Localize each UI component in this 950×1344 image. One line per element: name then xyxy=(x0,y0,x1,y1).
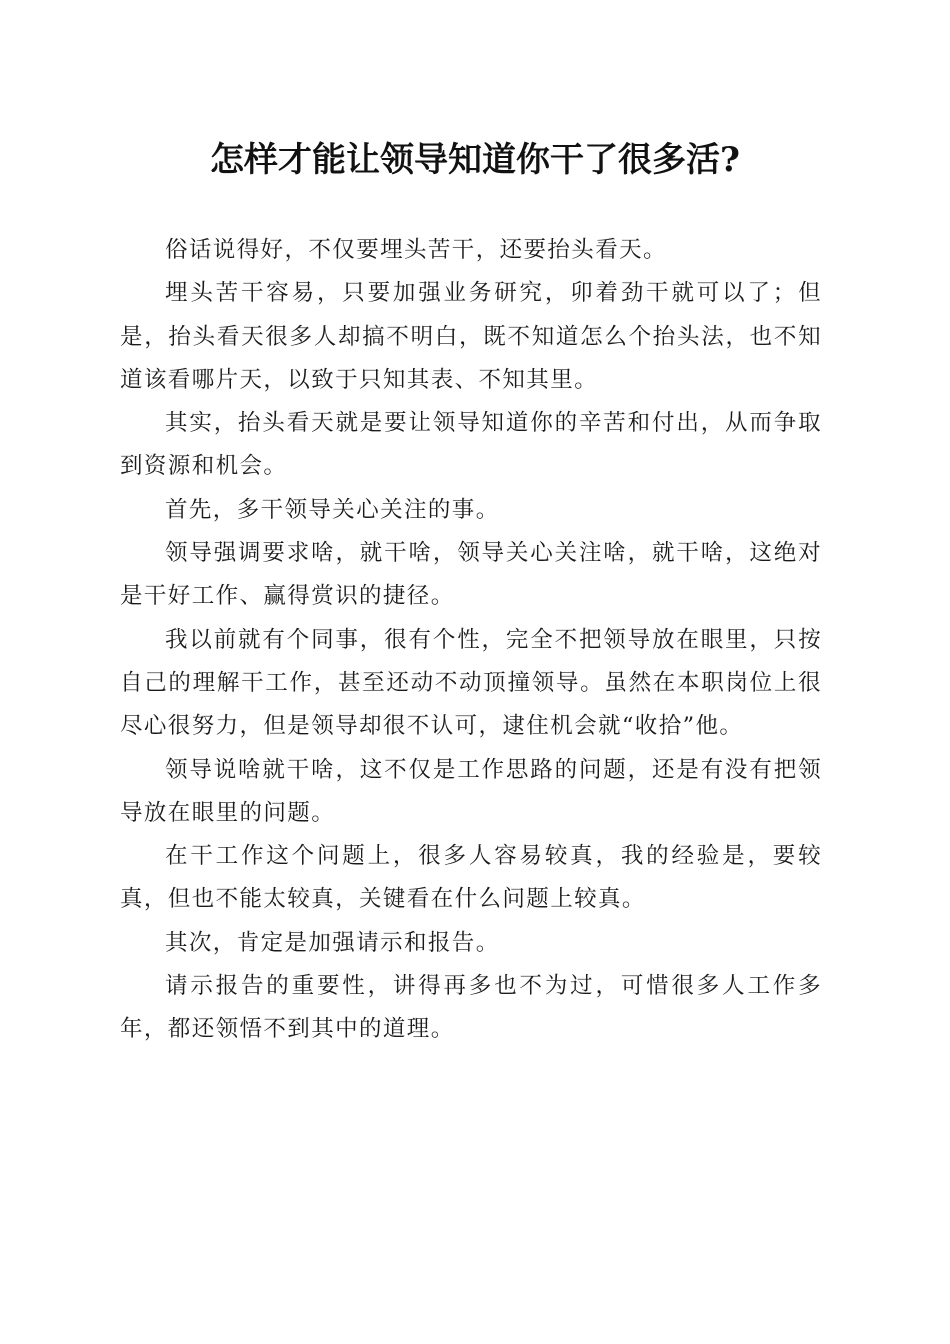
paragraph: 其实，抬头看天就是要让领导知道你的辛苦和付出，从而争取到资源和机会。 xyxy=(120,410,822,480)
paragraph: 其次，肯定是加强请示和报告。 xyxy=(165,929,500,956)
paragraph: 我以前就有个同事，很有个性，完全不把领导放在眼里，只按自己的理解干工作，甚至还动不动顶撞领导。虽然在本职岗位上很尽心很努力，但是领导却很不认可，逮住机会就“收拾”他。 xyxy=(120,626,822,740)
paragraph: 首先，多干领导关心关注的事。 xyxy=(165,496,500,523)
paragraph: 领导说啥就干啥，这不仅是工作思路的问题，还是有没有把领导放在眼里的问题。 xyxy=(120,756,822,826)
paragraph: 请示报告的重要性，讲得再多也不为过，可惜很多人工作多年，都还领悟不到其中的道理。 xyxy=(120,973,822,1043)
document-body xyxy=(120,229,822,1052)
paragraph: 俗话说得好，不仅要埋头苦干，还要抬头看天。 xyxy=(165,237,667,263)
paragraph: 埋头苦干容易，只要加强业务研究，卯着劲干就可以了；但是，抬头看天很多人却搞不明白，既不知道怎么个抬头法，也不知道该看哪片天，以致于只知其表、不知其里。 xyxy=(120,280,822,393)
document-title: 怎样才能让领导知道你干了很多活? xyxy=(210,140,740,180)
paragraph: 在干工作这个问题上，很多人容易较真，我的经验是，要较真，但也不能太较真，关键看在什么问题上较真。 xyxy=(120,843,822,913)
paragraph: 领导强调要求啥，就干啥，领导关心关注啥，就干啥，这绝对是干好工作、赢得赏识的捷径。 xyxy=(120,540,822,610)
